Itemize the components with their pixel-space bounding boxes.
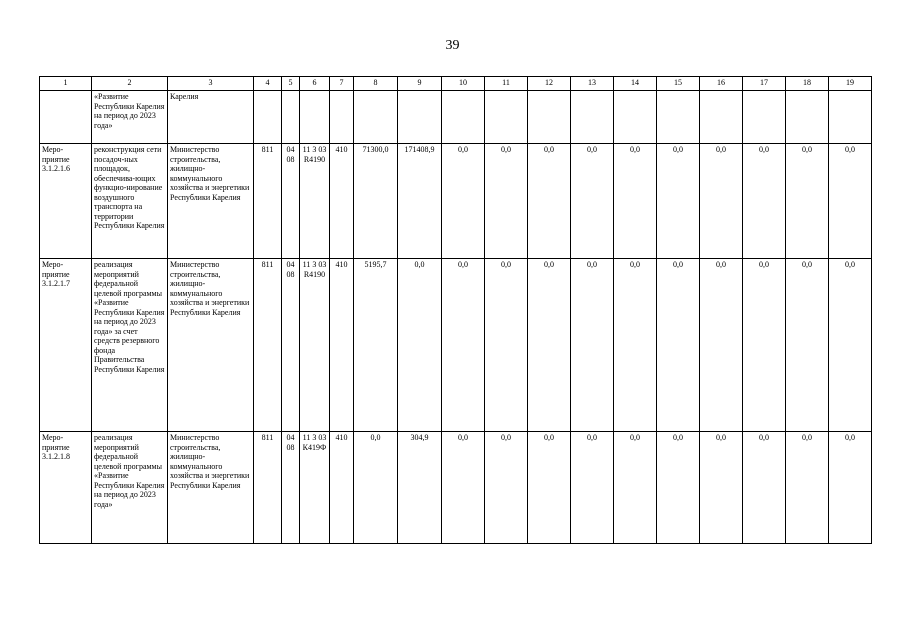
table-row [40, 432, 872, 544]
target-article-cell: 11 3 03 К419Ф [300, 432, 330, 544]
activity-number-cell: Меро-приятие 3.1.2.1.8 [40, 432, 92, 544]
value-cell [614, 91, 657, 144]
value-cell: 0,0 [571, 432, 614, 544]
value-cell [398, 91, 442, 144]
column-header: 4 [254, 77, 282, 91]
value-cell [786, 91, 829, 144]
activity-name-cell: реконструкция сети посадоч-ных площадок, обеспечива-ющих функцио-нирование воздушного транспорта на территории Республики Карелия [92, 144, 168, 259]
value-cell: 304,9 [398, 432, 442, 544]
value-cell: 0,0 [829, 432, 872, 544]
value-cell: 0,0 [786, 432, 829, 544]
value-cell [528, 91, 571, 144]
column-header: 16 [700, 77, 743, 91]
activity-name-cell: реализация мероприятий федеральной целевой программы «Развитие Республики Карелия на период до 2023 года» [92, 432, 168, 544]
column-header: 17 [743, 77, 786, 91]
value-cell [829, 91, 872, 144]
section-code-cell: 04 08 [282, 259, 300, 432]
value-cell: 0,0 [743, 144, 786, 259]
target-article-cell [300, 91, 330, 144]
column-header: 10 [442, 77, 485, 91]
expense-type-cell: 410 [330, 144, 354, 259]
value-cell: 0,0 [743, 432, 786, 544]
grbs-code-cell: 811 [254, 144, 282, 259]
value-cell: 171408,9 [398, 144, 442, 259]
value-cell: 71300,0 [354, 144, 398, 259]
table-row [40, 91, 872, 144]
column-header: 8 [354, 77, 398, 91]
value-cell: 0,0 [657, 259, 700, 432]
value-cell: 0,0 [614, 432, 657, 544]
value-cell: 0,0 [786, 259, 829, 432]
expense-type-cell: 410 [330, 432, 354, 544]
column-header: 11 [485, 77, 528, 91]
value-cell: 0,0 [485, 432, 528, 544]
value-cell: 0,0 [442, 432, 485, 544]
value-cell: 0,0 [442, 144, 485, 259]
column-header: 1 [40, 77, 92, 91]
value-cell [657, 91, 700, 144]
column-header: 5 [282, 77, 300, 91]
expense-type-cell: 410 [330, 259, 354, 432]
value-cell [442, 91, 485, 144]
value-cell: 0,0 [657, 432, 700, 544]
value-cell [485, 91, 528, 144]
value-cell: 0,0 [614, 144, 657, 259]
executor-cell: Министерство строительства, жилищно-коммунального хозяйства и энергетики Республики Карелия [168, 432, 254, 544]
column-header: 19 [829, 77, 872, 91]
column-header: 9 [398, 77, 442, 91]
column-header: 18 [786, 77, 829, 91]
table-row [40, 144, 872, 259]
column-header: 13 [571, 77, 614, 91]
column-header: 7 [330, 77, 354, 91]
section-code-cell: 04 08 [282, 144, 300, 259]
value-cell: 0,0 [354, 432, 398, 544]
value-cell: 0,0 [528, 144, 571, 259]
section-code-cell: 04 08 [282, 432, 300, 544]
value-cell: 0,0 [485, 259, 528, 432]
activity-name-cell: «Развитие Республики Карелия на период до 2023 года» [92, 91, 168, 144]
page-number: 39 [445, 38, 460, 53]
value-cell: 5195,7 [354, 259, 398, 432]
value-cell [700, 91, 743, 144]
value-cell: 0,0 [786, 144, 829, 259]
column-header: 6 [300, 77, 330, 91]
column-header: 12 [528, 77, 571, 91]
activity-number-cell [40, 91, 92, 144]
executor-cell: Карелия [168, 91, 254, 144]
value-cell: 0,0 [442, 259, 485, 432]
grbs-code-cell [254, 91, 282, 144]
expense-type-cell [330, 91, 354, 144]
value-cell: 0,0 [398, 259, 442, 432]
value-cell: 0,0 [743, 259, 786, 432]
value-cell: 0,0 [700, 432, 743, 544]
value-cell: 0,0 [571, 259, 614, 432]
header-row [40, 77, 872, 91]
value-cell: 0,0 [614, 259, 657, 432]
activity-number-cell: Меро-приятие 3.1.2.1.6 [40, 144, 92, 259]
value-cell [743, 91, 786, 144]
activity-name-cell: реализация мероприятий федеральной целевой программы «Развитие Республики Карелия на период до 2023 года» за счет средств резервного фонда Правительства Республики Карелия [92, 259, 168, 432]
value-cell: 0,0 [657, 144, 700, 259]
value-cell [354, 91, 398, 144]
value-cell: 0,0 [485, 144, 528, 259]
column-header: 2 [92, 77, 168, 91]
grbs-code-cell: 811 [254, 259, 282, 432]
column-header: 3 [168, 77, 254, 91]
value-cell: 0,0 [829, 144, 872, 259]
column-header: 14 [614, 77, 657, 91]
column-header: 15 [657, 77, 700, 91]
grbs-code-cell: 811 [254, 432, 282, 544]
budget-table [39, 76, 872, 544]
executor-cell: Министерство строительства, жилищно-коммунального хозяйства и энергетики Республики Карелия [168, 259, 254, 432]
section-code-cell [282, 91, 300, 144]
value-cell: 0,0 [700, 144, 743, 259]
value-cell [571, 91, 614, 144]
value-cell: 0,0 [528, 259, 571, 432]
value-cell: 0,0 [528, 432, 571, 544]
target-article-cell: 11 3 03 R4190 [300, 259, 330, 432]
activity-number-cell: Меро-приятие 3.1.2.1.7 [40, 259, 92, 432]
target-article-cell: 11 3 03 R4190 [300, 144, 330, 259]
table-row [40, 259, 872, 432]
value-cell: 0,0 [700, 259, 743, 432]
value-cell: 0,0 [571, 144, 614, 259]
value-cell: 0,0 [829, 259, 872, 432]
executor-cell: Министерство строительства, жилищно-коммунального хозяйства и энергетики Республики Карелия [168, 144, 254, 259]
